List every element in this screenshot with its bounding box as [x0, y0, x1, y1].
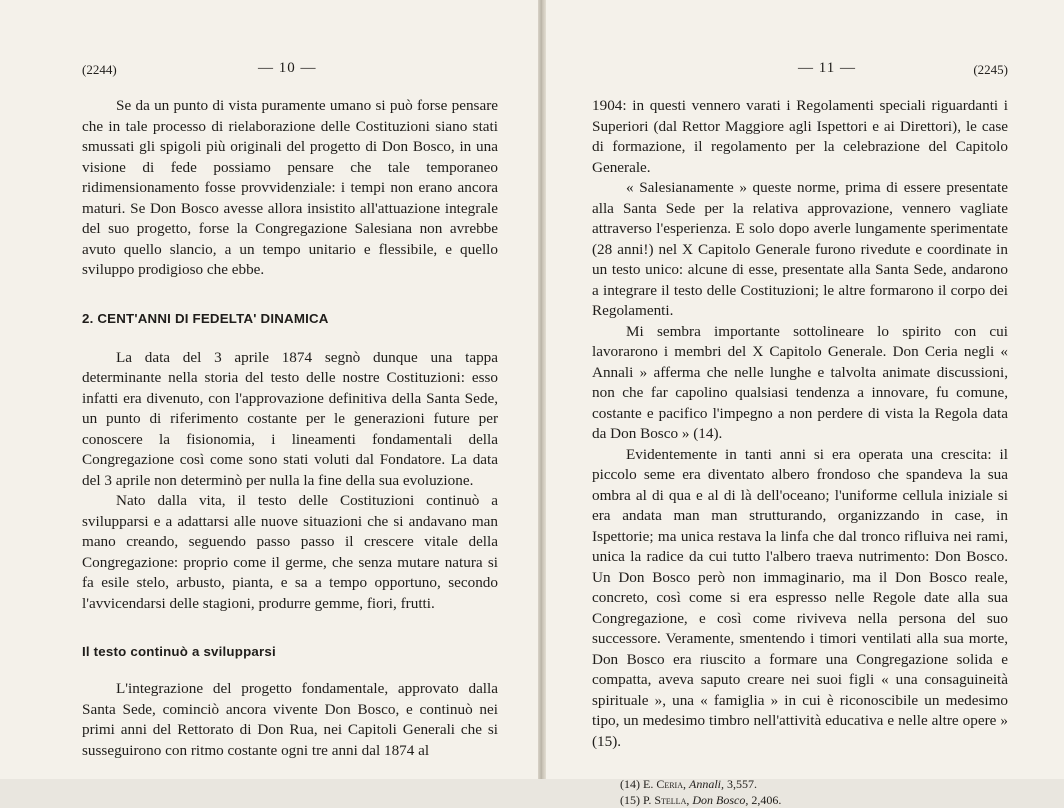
footnote-ref: 3,557. — [727, 777, 757, 791]
left-paragraph-2: La data del 3 aprile 1874 segnò dunque una tappa determinante nella storia del testo delle nostre Costituzioni: esso infatti era divenuto, con l'approvazione definitiva della Santa Sede, un punto di riferimento costante per le generazioni future per conoscere la fisionomia, i lineamenti fondamentali della Congregazione così come sono stati voluti dal Fondatore. La data del 3 aprile non determinò per nulla la fine della sua evoluzione. — [82, 348, 498, 489]
footnote-14 — [620, 776, 1008, 792]
right-page-header — [592, 62, 1008, 82]
footnote-author: P. Stella, — [643, 793, 690, 807]
footnote-author: E. Ceria, — [643, 777, 686, 791]
footnote-15 — [620, 792, 1008, 808]
footnotes — [592, 776, 1008, 808]
right-running-number: (2245) — [973, 62, 1008, 77]
book-gutter — [538, 0, 546, 779]
right-paragraph-3: Mi sembra importante sottolineare lo spirito con cui lavorarono i membri del X Capitolo Generale. Don Ceria negli « Annali » afferma che nelle lunghe e talvolta animate discussioni, non che far capolino qualsiasi tendenza a innovare, fu comune, costante e pacifico l'impegno a non perdere di vista la Regola data da Don Bosco » (14). — [592, 322, 1008, 442]
right-paragraph-1: 1904: in questi vennero varati i Regolamenti speciali riguardanti i Superiori (dal Rettor Maggiore agli Ispettori e ai Direttori), le case di formazione, il regolamento per la celebrazione del Capitolo Generale. — [592, 97, 1008, 176]
left-page-number: — 10 — — [258, 60, 317, 76]
left-paragraph-4: L'integrazione del progetto fondamentale, approvato dalla Santa Sede, cominciò ancora vivente Don Bosco, e continuò nei primi anni del Rettorato di Don Rua, nei Capitoli Generali che si susseguirono con ritmo costante ogni tre anni dal 1874 al — [82, 680, 498, 759]
footnote-title: Annali, — [689, 777, 724, 791]
right-paragraph-4: Evidentemente in tanti anni si era operata una crescita: il piccolo seme era diventato albero frondoso che spandeva la sua ombra al di qua e al di là dell'oceano; l'uniforme cellula iniziale si era andata man man strutturando, organizzando in case, in Ispettorie; ma unica restava la linfa che dal tronco rifluiva nei rami, unica la radice da cui tutto l'albero traeva nutrimento: Don Bosco. Un Don Bosco però non immaginario, ma il Don Bosco reale, concreto, così come si era espresso nelle Regole date alla sua Congregazione, e così come riviveva nella persona del suo successore. Veramente, smentendo i timori ventilati alla sua morte, Don Bosco era riuscito a formare una Congregazione solida e compatta, aveva saputo creare nei suoi figli « una consaguineità spirituale », una « famiglia » in cui è riconoscibile un medesimo tipo, un medesimo timbro nell'attività educativa e nelle altre opere » (15). — [592, 445, 1008, 750]
section-heading-1: 2. CENT'ANNI DI FEDELTA' DINAMICA — [82, 310, 329, 326]
footnote-ref: 2,406. — [751, 793, 782, 807]
footnote-title: Don Bosco, — [692, 793, 749, 807]
left-paragraph-3: Nato dalla vita, il testo delle Costituzioni continuò a svilupparsi e a adattarsi alle nuove situazioni che si andavano man mano creando, seguendo passo passo il crescere vitale della Congregazione: proprio come il germe, che senza mutare natura si fa esile stelo, arbusto, pianta, e sa a tempo opportuno, secondo l'avvicendarsi delle stagioni, produrre gemme, fiori, frutti. — [82, 492, 498, 612]
left-page — [0, 0, 538, 779]
footnote-mark: (15) — [620, 793, 640, 807]
right-paragraph-2: « Salesianamente » queste norme, prima di essere presentate alla Santa Sede per la relativa approvazione, vennero vagliate attraverso l'esperienza. E solo dopo averle lungamente sperimentate (28 anni!) nel X Capitolo Generale furono rivedute e coordinate in un testo unico: alcune di esse, presentate alla Santa Sede, andarono a integrare il testo delle Costituzioni; le altre formarono il corpo dei Regolamenti. — [592, 179, 1008, 319]
footnote-mark: (14) — [620, 777, 640, 791]
left-page-header — [82, 62, 498, 82]
section-heading-2: Il testo continuò a svilupparsi — [82, 644, 276, 659]
left-paragraph-1: Se da un punto di vista puramente umano si può forse pensare che in tale processo di rielaborazione delle Costituzioni siano stati smussati gli spigoli più originali del progetto di Don Bosco, in una visione di fede possiamo pensare che tale temporaneo ridimensionamento fosse provvidenziale: i tempi non erano ancora maturi. Se Don Bosco avesse allora insistito all'attuazione integrale del suo progetto, forse la Congregazione Salesiana non avrebbe avuto quello slancio, a un tempo unitario e flessibile, e quello sviluppo prodigioso che ebbe. — [82, 97, 498, 278]
right-page-number: — 11 — — [798, 60, 856, 76]
right-page — [546, 0, 1064, 807]
left-running-number: (2244) — [82, 62, 117, 77]
